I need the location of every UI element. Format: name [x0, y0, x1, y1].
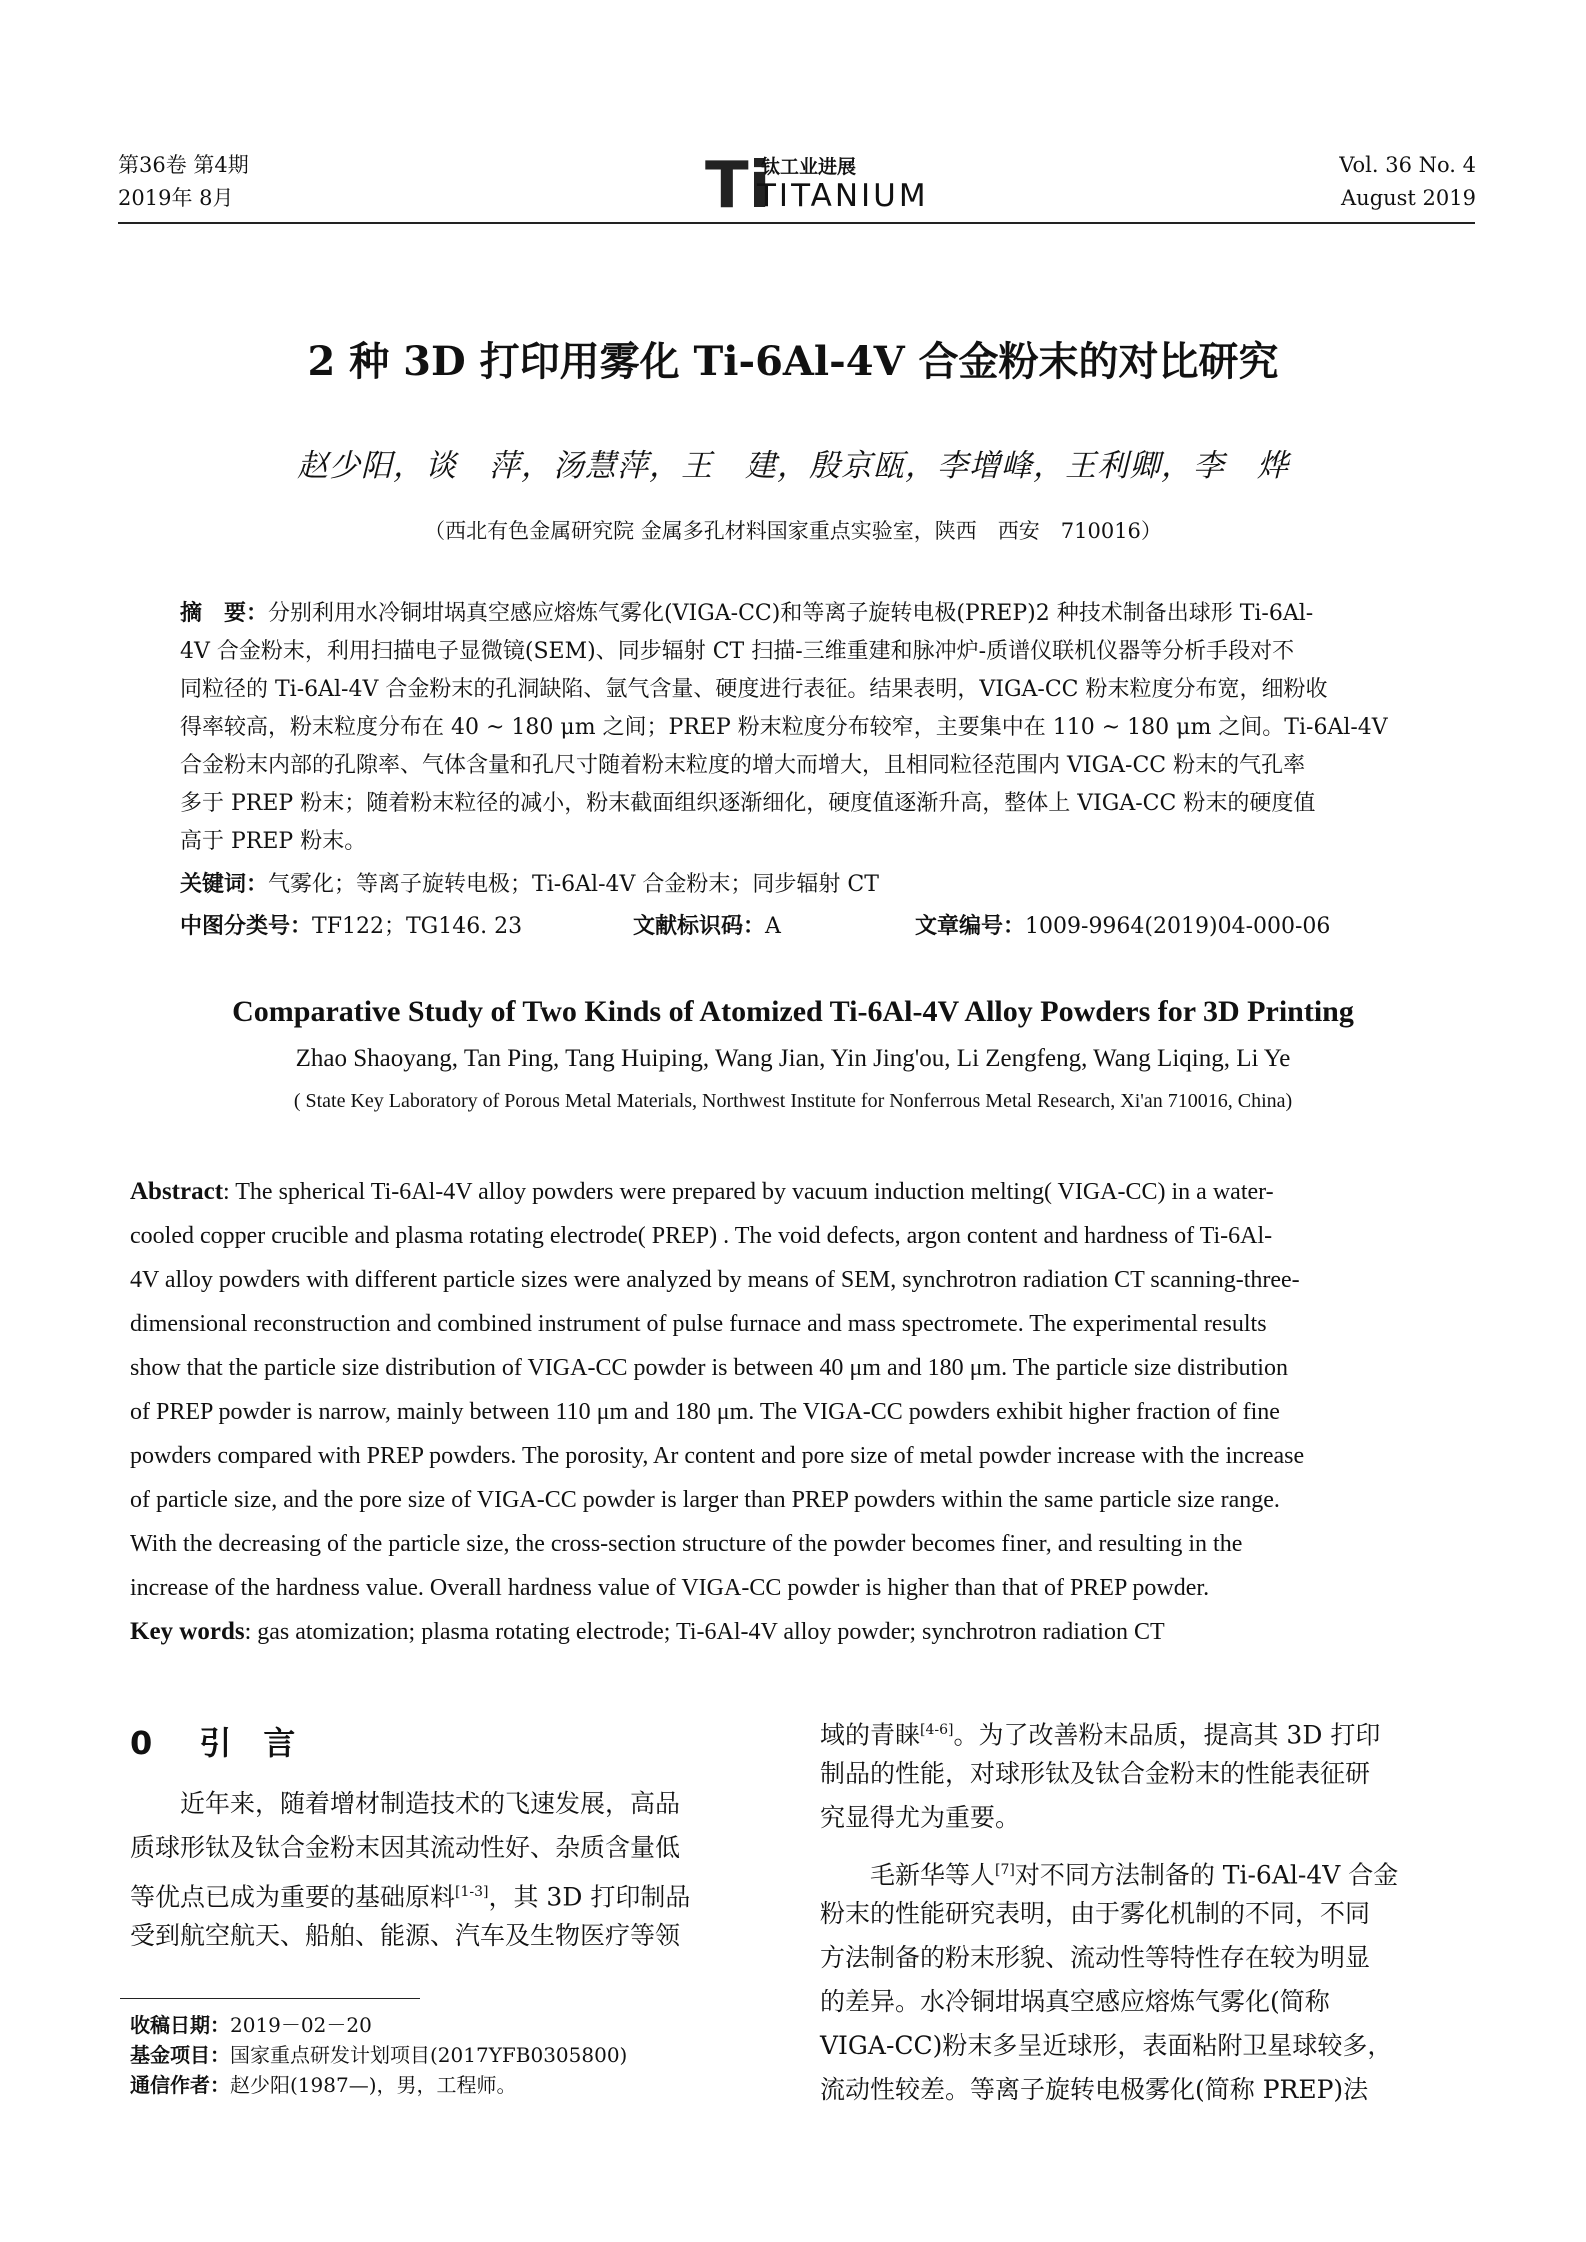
abstract-en-line-7: powders compared with PREP powders. The porosity, Ar content and pore size of metal powder increase with the increase	[130, 1443, 1305, 1469]
article-number-value: 1009-9964(2019)04-000-06	[1025, 914, 1331, 939]
abstract-en-line-5: show that the particle size distribution of VIGA-CC powder is between 40 μm and 180 μm. The particle size distribution	[130, 1355, 1288, 1381]
article-number-label: 文章编号：	[915, 914, 1026, 939]
paper-title-en: Comparative Study of Two Kinds of Atomized Ti-6Al-4V Alloy Powders for 3D Printing	[232, 995, 1354, 1028]
abstract-en-line-10: increase of the hardness value. Overall hardness value of VIGA-CC powder is higher than that of PREP powder.	[130, 1575, 1210, 1601]
right-col-line-1: 域的青睐[4-6]。为了改善粉末品质，提高其 3D 打印	[820, 1720, 1381, 1750]
right-col-line-9: 流动性较差。等离子旋转电极雾化(简称 PREP)法	[820, 2075, 1369, 2104]
footnote-rule	[120, 1998, 420, 1999]
abstract-cn-line-7: 高于 PREP 粉末。	[180, 829, 367, 854]
abstract-cn-line-5: 合金粉末内部的孔隙率、气体含量和孔尺寸随着粉末粒度的增大而增大，且相同粒径范围内 VIGA-CC 粉末的气孔率	[180, 753, 1306, 778]
affiliation-cn: （西北有色金属研究院 金属多孔材料国家重点实验室，陕西 西安 710016）	[424, 519, 1162, 543]
abstract-cn-line-3: 同粒径的 Ti-6Al-4V 合金粉末的孔洞缺陷、氩气含量、硬度进行表征。结果表明，VIGA-CC 粉末粒度分布宽，细粉收	[180, 677, 1328, 702]
abstract-en-line-9: With the decreasing of the particle size, the cross-section structure of the powder becomes finer, and resulting in the	[130, 1531, 1243, 1557]
clc-value: TF122；TG146. 23	[312, 914, 523, 939]
doc-code-label: 文献标识码：	[633, 914, 766, 939]
keywords-en-label: Key words	[130, 1618, 245, 1645]
journal-logo	[705, 149, 929, 223]
right-col-line-6: 方法制备的粉末形貌、流动性等特性存在较为明显	[820, 1943, 1371, 1972]
left-col-line-1: 近年来，随着增材制造技术的飞速发展，高品	[180, 1789, 681, 1818]
journal-date-cn: 2019年 8月	[118, 186, 234, 210]
citation: [7]	[995, 1862, 1015, 1878]
authors-en: Zhao Shaoyang, Tan Ping, Tang Huiping, Wang Jian, Yin Jing'ou, Li Zengfeng, Wang Liqing, Li Ye	[295, 1045, 1291, 1072]
section-title: 引 言	[199, 1724, 296, 1762]
authors-cn: 赵少阳，谈 萍，汤慧萍，王 建，殷京瓯，李增峰，王利卿，李 烨	[297, 448, 1289, 484]
article-number	[915, 908, 1330, 946]
logo-cn-text: 钛工业进展	[761, 156, 857, 178]
left-col-line-2: 质球形钛及钛合金粉末因其流动性好、杂质含量低	[130, 1833, 681, 1862]
abstract-en-line-2: cooled copper crucible and plasma rotating electrode( PREP) . The void defects, argon content and hardness of Ti-6Al-	[130, 1223, 1273, 1249]
paper-title-cn: 2 种 3D 打印用雾化 Ti-6Al-4V 合金粉末的对比研究	[307, 338, 1279, 385]
right-col-line-5: 粉末的性能研究表明，由于雾化机制的不同，不同	[820, 1899, 1371, 1928]
keywords-cn-label: 关键词：	[180, 872, 269, 897]
right-col-line-7: 的差异。水冷铜坩埚真空感应熔炼气雾化(简称	[820, 1987, 1330, 2016]
abstract-en-line-3: 4V alloy powders with different particle sizes were analyzed by means of SEM, synchrotron radiation CT scanning-three-	[130, 1267, 1300, 1293]
affiliation-en: ( State Key Laboratory of Porous Metal Materials, Northwest Institute for Nonferrous Metal Research, Xi'an 710016, China)	[293, 1090, 1293, 1112]
right-col-line-4: 毛新华等人[7]对不同方法制备的 Ti-6Al-4V 合金	[870, 1860, 1399, 1890]
journal-volume-en: Vol. 36 No. 4	[1339, 153, 1476, 177]
logo-en-text: TITANIUM	[757, 178, 929, 214]
logo-initial: Ti	[705, 149, 771, 223]
keywords-cn: 关键词：气雾化；等离子旋转电极；Ti-6Al-4V 合金粉末；同步辐射 CT	[180, 872, 879, 897]
citation: [4-6]	[920, 1722, 954, 1738]
abstract-en-line-8: of particle size, and the pore size of VIGA-CC powder is larger than PREP powders within the same particle size range.	[130, 1487, 1280, 1513]
section-heading	[130, 1718, 295, 1764]
footnote-received: 收稿日期：2019－02－20	[130, 2013, 372, 2037]
citation: [1-3]	[455, 1884, 489, 1900]
abstract-en-line-1: Abstract: The spherical Ti-6Al-4V alloy powders were prepared by vacuum induction melting( VIGA-CC) in a water-	[130, 1178, 1274, 1205]
abstract-cn-line-4: 得率较高，粉末粒度分布在 40 ~ 180 μm 之间；PREP 粉末粒度分布较窄，主要集中在 110 ~ 180 μm 之间。Ti-6Al-4V	[180, 715, 1388, 740]
section-number: 0	[130, 1724, 153, 1762]
right-col-line-8: VIGA-CC)粉末多呈近球形，表面粘附卫星球较多，	[820, 2031, 1393, 2060]
left-col-line-3: 等优点已成为重要的基础原料[1-3]，其 3D 打印制品	[130, 1882, 691, 1912]
keywords-en: Key words: gas atomization; plasma rotating electrode; Ti-6Al-4V alloy powder; synchrotron radiation CT	[130, 1618, 1165, 1645]
abstract-cn-line-6: 多于 PREP 粉末；随着粉末粒径的减小，粉末截面组织逐渐细化，硬度值逐渐升高，整体上 VIGA-CC 粉末的硬度值	[180, 791, 1316, 816]
abstract-en-line-6: of PREP powder is narrow, mainly between 110 μm and 180 μm. The VIGA-CC powders exhibit higher fraction of fine	[130, 1399, 1280, 1425]
journal-date-en: August 2019	[1341, 186, 1476, 210]
journal-volume-cn: 第36卷 第4期	[118, 153, 249, 177]
left-col-line-4: 受到航空航天、船舶、能源、汽车及生物医疗等领	[130, 1921, 681, 1950]
right-col-line-3: 究显得尤为重要。	[820, 1803, 1021, 1832]
clc-label: 中图分类号：	[180, 914, 313, 939]
header-rule	[118, 222, 1475, 224]
right-col-line-2: 制品的性能，对球形钛及钛合金粉末的性能表征研	[820, 1759, 1371, 1788]
abstract-cn-line-1: 摘 要：分别利用水冷铜坩埚真空感应熔炼气雾化(VIGA-CC)和等离子旋转电极(PREP)2 种技术制备出球形 Ti-6Al-	[180, 601, 1314, 626]
abstract-cn-label: 摘 要：	[180, 601, 269, 626]
classification-row	[180, 908, 522, 946]
doc-code	[633, 908, 781, 946]
doc-code-value: A	[765, 914, 781, 939]
footnote-author: 通信作者：赵少阳(1987—)，男，工程师。	[130, 2073, 517, 2097]
abstract-en-line-4: dimensional reconstruction and combined instrument of pulse furnace and mass spectromete. The experimental results	[130, 1311, 1267, 1337]
abstract-cn-line-2: 4V 合金粉末，利用扫描电子显微镜(SEM)、同步辐射 CT 扫描-三维重建和脉冲炉-质谱仪联机仪器等分析手段对不	[180, 639, 1295, 664]
footnote-fund: 基金项目：国家重点研发计划项目(2017YFB0305800)	[130, 2043, 628, 2067]
abstract-en-label: Abstract	[130, 1178, 224, 1205]
